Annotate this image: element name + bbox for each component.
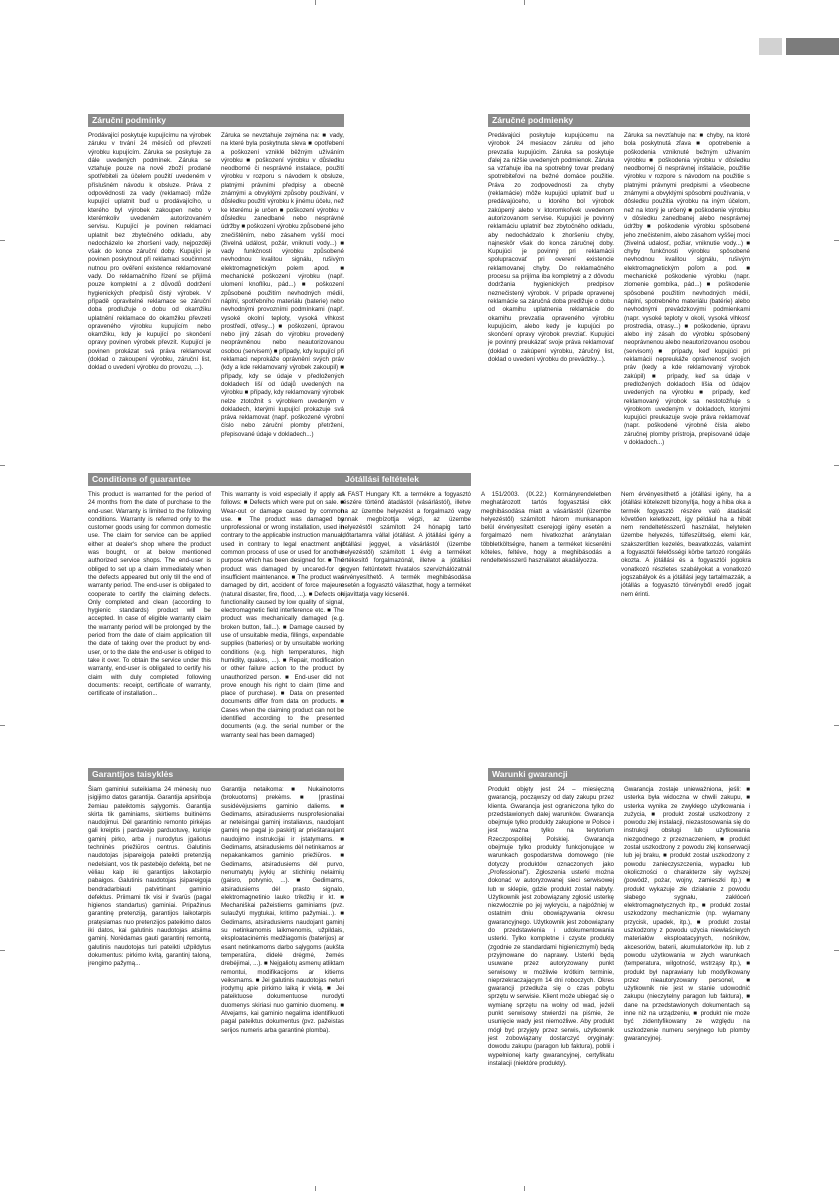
- crop-mark: [524, 1186, 525, 1191]
- page-edge-tab: [786, 38, 839, 55]
- body-text: Garantija netaikoma: ■ Nukainotoms (brokuotoms) prekėms. ■ Įprastinai susidėvėjusiems gaminio daliems. ■ Gedimams, atsiradusiems nusprofesionaliai ar neteisingai gaminį instaliavus, naudojant gaminį ne pagal jo paskirtį ar prieštaraujant naudojimo instrukcijai ir įstatymams. ■ Gedimams, atsiradusiems dėl netinkamos ar nepakankamos gaminio priežiūros. ■ Gedimams, atsiradusiems dėl purvo, nenumatytų įvykių ar stichinių nelaimių (gaisro, potvynio, ...). ■ Gedimams, atsiradusiems dėl prasto signalo, elektromagnetinio lauko trikdžių ir kt. ■ Mechaniškai pažeistiems gaminiams (pvz. sulaužyti mygtukai, kritimo pažymiai...). ■ Gedimams, atsiradusiems naudojant gaminį su netinkamomis laikmenomis, užpildais, eksploatacinėmis medžiagomis (baterijos) ar esant netinkamoms darbo sąlygoms (aukšta temperatūra, didelė drėgmė, žemės drebėjimai, ...). ■ Neįgaliotų asmenų atliktam remontui, modifikacijoms ar kitiems veiksmams. ■ Jei galutinis naudotojas neturi įrodymų apie pirkimo laiką ir vietą. ■ Jei pateiktuose dokumentuose nurodyti duomenys skiriasi nuo gaminio duomenų. ■ Atvejams, kai gaminio negalima identifikuoti pagal pateiktus dokumentus (pvz. pažeistas serijos numeris arba garantinė plomba).: [221, 786, 344, 1034]
- body-text: This product is warranted for the period of 24 months from the date of purchase to the end-user. Warranty is limited to the following conditions. Warranty is referred only to the customer goods using for common domestic use. The claim for service can be applied either at dealer's shop where the product was bought, or at below mentioned authorized service shops. The end-user is obliged to set up a claim immediately when the defects appeared but only till the end of warranty period. The end-user is obligated to cooperate to certify the claiming defects. Only completed and clean (according to hygienic standards) product will be accepted. In case of eligible warranty claim the warranty period will be prolonged by the period from the date of claim application till the date of taking over the product by end-user, or to the date the end-user is obliged to take it over. To obtain the service under this warranty, end-user is obligated to certify his claim with duly completed following documents: receipt, certificate of warranty, certificate of installation...: [88, 491, 211, 698]
- crop-mark: [315, 1186, 316, 1191]
- body-text: A 151/2003. (IX.22.) Kormányrendeletben meghatározott tartós fogyasztási cikk meghibásodása miatt a vásárlástól (üzembe helyezéstől) számított három munkanapon belül érvényesített cserejogi igény esetén a forgalmazó nem hivatkozhat aránytalan többletköltségre, hanem a terméket kicserélni köteles, feltéve, hogy a meghibásodás a rendeltetésszerű használatot akadályozza.: [481, 491, 611, 565]
- crop-mark: [315, 0, 316, 5]
- section-heading: Warunki gwarancji: [488, 768, 750, 781]
- body-text: Predávajúci poskytuje kupujúcemu na výrobok 24 mesiacov záruku od jeho prevzatia kupujúcim. Záruka sa poskytuje ďalej za nižšie uvedených podmienok. Záruka sa vzťahuje iba na spotrebný tovar predaný spotrebiteľovi na bežné domáce použitie. Práva zo zodpovednosti za chyby (reklamácie) môže kupujúci uplatniť buď u predávajúceho, u ktorého bol výrobok zakúpený alebo v ktoromkoľvek uvedenom autorizovanom servise. Kupujúci je povinný reklamáciu uplatniť bez zbytočného odkladu, aby nedochádzalo k zhoršeniu chyby, najneskôr však do konca záručnej doby. Kupujúci je povinný pri reklamácii spolupracovať pri overení existencie reklamovanej chyby. Do reklamačného procesu sa prijíma iba kompletný a z dôvodu dodržania hygienických predpisov neznečistený výrobok. V prípade opravenej reklamácie sa záručná doba predlžuje o dobu od okamihu uplatnenia reklamácie do okamihu prevzatia opraveného výrobku kupujúcim, alebo kedy je kupujúci po skončení opravy výrobok prevziať. Kupujúci je povinný preukázať svoje práva reklamovať (doklad o zakúpení výrobku, záručný list, doklad o uvedení výrobku do prevádzky...).: [488, 132, 614, 364]
- body-text: Šiam gaminiui suteikiama 24 mėnesių nuo įsigijimo datos garantija. Garantija apsiriboja žemiau pateiktomis sąlygomis. Garantija skirta tik gaminiams, skirtiems buitinėms naudojimui. Dėl garantinio remonto pirkėjas gali kreiptis į pardavėjo parduotuvę, kurioje gaminį pirko, arba į nurodytus įgaliotus techninės priežiūros centrus. Galutinis naudotojas įsipareigoja pateikti pretenziją nedelsiant, vos tik pastebėjo defektą, bet ne vėliau kaip iki garantijos laikotarpio pabaigos. Galutinis naudotojas įsipareigoja bendradarbiauti patvirtinant gaminio defektus. Priimami tik visi ir švarūs (pagal higienos standartus) gaminiai. Pripažinus garantinę pretenziją, garantijos laikotarpis pratęsiamas nuo pretenzijos pateikimo datos iki datos, kai galutinis naudotojas atsiima gaminį. Norėdamas gauti garantinį remontą, galutinis naudotojas turi pateikti užpildytus dokumentus: pirkimo kvitą, garantinį taloną, įrengimo pažymą...: [88, 786, 211, 968]
- crop-mark: [834, 950, 839, 951]
- body-text: Záruka sa nevzťahuje na: ■ chyby, na ktoré bola poskytnutá zľava ■ opotrebenie a poškodenia vzniknuté bežným užívaním výrobku ■ poškodenia výrobku v dôsledku neodbornej či nesprávnej inštalácie, použitie výrobku v rozpore s návodom na použitie s platnými právnymi predpismi a všeobecne známymi a obvyklými spôsobmi používania, v dôsledku použitia výrobku na iným účelom, než na ktorý je určený ■ poškodenie výrobku v dôsledku zanedbanej alebo nesprávnej údržby ■ poškodenie výrobku spôsobené jeho znečistením, alebo zásahom vyššej moci (živelná udalosť, požiar, vniknutie vody...) ■ chyby funkčnosti výrobku spôsobené nevhodnou kvalitou signálu, rušivým elektromagnetickým poľom a pod. ■ mechanické poškodenie výrobku (napr. zlomenie gombíka, pád...) ■ poškodenie spôsobené použitím nevhodných médií, náplní, spotrebného materiálu (batérie) alebo nevhodnými prevádzkovými podmienkami (napr. vysoké teploty v okolí, vysoká vlhkosť prostredia, otrasy...) ■ poškodenie, úpravu alebo iný zásah do výrobku spôsobený neoprávnenou alebo neautorizovanou osobou (servisom) ■ prípady, keď kupujúci pri reklamácii nepreukáže oprávnenosť svojich práv (kedy a kde reklamovaný výrobok zakúpil) ■ prípady, keď sa údaje v predložených dokladoch líšia od údajov uvedených na výrobku ■ prípady, keď reklamovaný výrobok sa nestotožňuje s výrobkom uvedeným v dokladoch, ktorými kupujúci preukazuje svoje práva reklamovať (napr. poškodené výrobné čísla alebo záručnej plomby prístroja, prepisované údaje v dokladoch...): [624, 132, 750, 446]
- warranty-section-sk: [488, 114, 750, 446]
- body-text: Záruka se nevztahuje zejména na: ■ vady, na které byla poskytnuta sleva ■ opotřebení a poškození vzniklé běžným užíváním výrobku ■ poškození výrobku v důsledku neodborné či nesprávné instalace, použití výrobku v rozporu s návodem k obsluze, platnými právními předpisy a obecně známými a obvyklými způsoby používání, v důsledku použití výrobku k jinému účelu, než ke kterému je určen ■ poškození výrobku v důsledku zanedbané nebo nesprávné údržby ■ poškození výrobku způsobené jeho znečištěním, nebo zásahem vyšší moci (živelná událost, požár, vniknutí vody...) ■ vady funkčnosti výrobku způsobené nevhodnou kvalitou signálu, rušivým elektromagnetickým polem apod. ■ mechanické poškození výrobku (např. ulomení knoflíku, pád...) ■ poškození způsobené použitím nevhodných médií, náplní, spotřebního materiálu (baterie) nebo nevhodnými provozními podmínkami (např. vysoké okolní teploty, vysoká vlhkost prostředí, otřesy...) ■ poškození, úpravou nebo jiný zásah do výrobku provedený neoprávněnou nebo neautorizovanou osobou (servisem) ■ případy, kdy kupující při reklamaci neprokáže oprávnění svých práv (kdy a kde reklamovaný výrobek zakoupil) ■ případy, kdy se údaje v předložených dokladech liší od údajů uvedených na výrobku ■ případy, kdy reklamovaný výrobek nelze ztotožnit s výrobkem uvedeným v dokladech, kterými kupující prokazuje svá práva reklamovat (např. poškozené výrobní číslo nebo záruční plomby přetržení, přepisované údaje v dokladech...): [221, 132, 344, 438]
- crop-mark: [834, 725, 839, 726]
- warranty-section-hu: [341, 473, 751, 723]
- body-text: Prodávající poskytuje kupujícímu na výrobek záruku v trvání 24 měsíců od převzetí výrobku kupujícím. Záruka se poskytuje za dále uvedených podmínek. Záruka se vztahuje pouze na nové zboží prodané spotřebiteli za účelem použití uvedeném v příslušném návodu k obsluze. Práva z odpovědnosti za vady (reklamaci) může kupující uplatnit buď u prodávajícího, u kterého byl výrobek zakoupen nebo v kterémkoliv uvedeném autorizovaném servisu. Kupující je povinen reklamaci uplatnit bez zbytečného odkladu, aby nedocházelo ke zhoršení vady, nejpozději však do konce záruční doby. Kupující je povinen poskytnout při reklamaci součinnost nutnou pro ověření existence reklamované vady. Do reklamačního řízení se přijímá pouze kompletní a z důvodů dodržení hygienických předpisů čistý výrobek. V případě opravitelné reklamace se záruční doba prodlužuje o dobu od okamžiku uplatnění reklamace do okamžiku převzetí opraveného výrobku kupujícím nebo okamžiku, kdy je kupující po skončení opravy povinen výrobek převzít. Kupující je povinen prokázat svá práva reklamovat (doklad o zakoupení výrobku, záruční list, doklad o uvedení výrobku do provozu, ...).: [88, 132, 211, 372]
- warranty-section-lt: [88, 768, 344, 1034]
- section-heading: Conditions of guarantee: [88, 473, 344, 486]
- warranty-section-cz: [88, 114, 344, 438]
- body-text: This warranty is void especially if apply as follows: ■ Defects which were put on sale. ■ Wear-out or damage caused by common use. ■ The product was damaged by unprofessional or wrong installation, used in contrary to the applicable instruction manual, used in contrary to legal enactment and common process of use or used for another purpose which has been designed for. ■ The product was damaged by uncared-for or insufficient maintenance. ■ The product was damaged by dirt, accident of force majeure (natural disaster, fire, flood, ...). ■ Defects on functionality caused by low quality of signal, electromagnetic field interference etc. ■ The product was mechanically damaged (e.g. broken button, fall...). ■ Damage caused by use of unsuitable media, fillings, expendable supplies (batteries) or by unsuitable working conditions (e.g. high temperatures, high humidity, quakes, ...). ■ Repair, modification or other failure action to the product by unauthorized person. ■ End-user did not prove enough his right to claim (time and place of purchase). ■ Data on presented documents differ from data on products. ■ Cases when the claiming product can not be identified according to the presented documents (e.g. the serial number or the warranty seal has been damaged): [221, 491, 344, 739]
- crop-mark: [834, 240, 839, 241]
- crop-mark: [834, 465, 839, 466]
- crop-mark: [0, 240, 5, 241]
- page-edge-tab: [759, 38, 782, 55]
- section-heading: Záručné podmienky: [488, 114, 750, 127]
- body-text: Produkt objęty jest 24 – miesięczną gwarancją, począwszy od daty zakupu przez klienta. Gwarancja jest ograniczona tylko do przedstawionych dalej warunków. Gwarancja obejmuje tylko produkty zakupione w Polsce i jest ważna tylko na terytorium Rzeczpospolitej Polskiej. Gwarancja obejmuje tylko produkty funkcjonujące w warunkach gospodarstwa domowego (nie dotyczy produktów oznaczonych jako „Professional”). Zgłoszenia usterki można dokonać w autoryzowanej sieci serwisowej lub w sklepie, gdzie produkt został nabyty. Użytkownik jest zobowiązany zgłosić usterkę niezwłocznie po jej wykryciu, a najpóźniej w ostatnim dniu obowiązywania okresu gwarancyjnego. Użytkownik jest zobowiązany do przedstawienia i udokumentowania usterki. Tylko kompletne i czyste produkty (zgodnie ze standardami higienicznymi) będą przyjmowane do naprawy. Usterki będą usuwane przez autoryzowany punkt serwisowy w możliwie krótkim terminie, nieprzekraczającym 14 dni roboczych. Okres gwarancji przedłuża się o czas pobytu sprzętu w serwisie. Klient może ubiegać się o wymianę sprzętu na wolny od wad, jeżeli punkt serwisowy stwierdzi na piśmie, że usunięcie wady jest niemożliwe. Aby produkt mógł być przyjęty przez serwis, użytkownik jest zobowiązany dostarczyć oryginały: dowodu zakupu (paragon lub faktura), poblii i wypełnionej karty gwarancyjnej, certyfikatu instalacji (niektóre produkty).: [488, 786, 614, 1067]
- warranty-section-pl: [488, 768, 750, 1067]
- crop-mark: [0, 465, 5, 466]
- body-text: Gwarancja zostaje unieważniona, jeśli: ■ usterka była widoczna w chwili zakupu, ■ usterka wynika ze zwykłego użytkowania i zużycia, ■ produkt został uszkodzony z powodu złej instalacji, niezastosowania się do instrukcji obsługi lub użytkowania niezgodnego z przeznaczeniem, ■ produkt został uszkodzony z powodu złej konserwacji lub jej braku, ■ produkt został uszkodzony z powodu zanieczyszczenia, wypadku lub okoliczności o charakterze siły wyższej (powódź, pożar, wojny, zamieszki itp.) ■ produkt wykazuje złe działanie z powodu słabego sygnału, zakłóceń elektromagnetycznych itp., ■ produkt został uszkodzony mechanicznie (np. wyłamany przycisk, upadek, itp.), ■ produkt został uszkodzony z powodu użycia niewłaściwych materiałów eksploatacyjnych, nośników, akcesoriów, baterii, akumulatorków itp. lub z powodu użytkowania w złych warunkach (temperatura, wilgotność, wstrząsy itp.), ■ produkt był naprawiany lub modyfikowany przez nieautoryzowany personel, ■ użytkownik nie jest w stanie udowodnić zakupu (nieczytelny paragon lub faktura), ■ dane na przedstawionych dokumentach są inne niż na urządzeniu, ■ produkt nie może być zidentyfikowany ze względu na uszkodzenie numeru seryjnego lub plomby gwarancyjnej.: [624, 786, 750, 1042]
- crop-mark: [524, 0, 525, 5]
- crop-mark: [0, 725, 5, 726]
- warranty-section-en: [88, 473, 344, 739]
- section-heading: Záruční podmínky: [88, 114, 344, 127]
- body-text: Nem érvényesíthető a jótállási igény, ha a jótállási kötelezett bizonyítja, hogy a hiba oka a termék fogyasztó részére való átadását követően keletkezett, így például ha a hibát nem rendeltetésszerű használat, helytelen üzembe helyezés, túlfeszültség, elemi kár, szakszerűtlen kezelés, beavatkozás, valamint a fogyasztói felelősségi körbe tartozó rongálás okozta. A jótállási és a fogyasztói jogokra vonatkozó részletes szabályokat a vonatkozó jogszabályok és a jótállási jegy tartalmazzák, a jótállás a fogyasztó törvényből eredő jogait nem érinti.: [621, 491, 751, 598]
- section-heading: Garantijos taisyklės: [88, 768, 344, 781]
- section-heading: Jótállási feltételek: [341, 473, 471, 486]
- body-text: A FAST Hungary Kft. a termékre a fogyasztó részére történő átadástól (vásárlástól), illetve ha az üzembe helyezést a forgalmazó vagy annak megbízottja végzi, az üzembe helyezéstől számított 24 hónapig tartó időtartamra vállal jótállást. A jótállási igény a jótállási jeggyel, a vásárlástól (üzembe helyezéstől) számított 1 évig a terméket értékesítő forgalmazónál, illetve a jótállási jegyen feltüntetett hivatalos szervizhálózatnál érvényesíthető. A termék meghibásodása esetén a fogyasztó választhat, hogy a terméket kijavíttatja vagy kicseréli.: [341, 491, 471, 598]
- crop-mark: [0, 950, 5, 951]
